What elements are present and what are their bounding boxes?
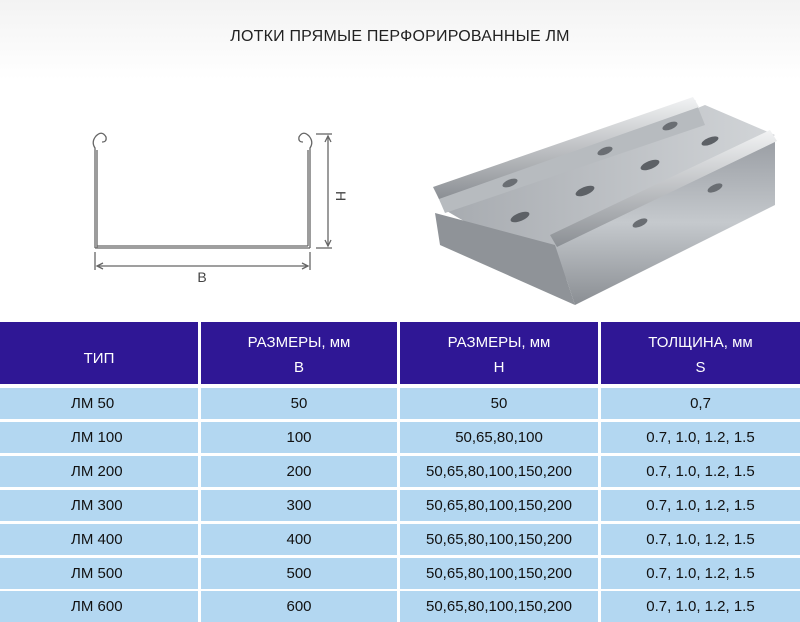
cell-h: 50,65,80,100,150,200 xyxy=(400,456,598,487)
height-dimension-label: H xyxy=(333,190,349,202)
cell-type: ЛМ 100 xyxy=(0,422,198,453)
cell-s: 0,7 xyxy=(601,388,800,419)
table-row xyxy=(0,388,800,419)
table-row xyxy=(0,591,800,622)
cell-b: 400 xyxy=(201,524,397,555)
cell-s: 0.7, 1.0, 1.2, 1.5 xyxy=(601,490,800,521)
cell-s: 0.7, 1.0, 1.2, 1.5 xyxy=(601,558,800,589)
width-dimension-label: B xyxy=(197,269,207,285)
cell-type: ЛМ 500 xyxy=(0,558,198,589)
cell-s: 0.7, 1.0, 1.2, 1.5 xyxy=(601,524,800,555)
cell-b: 50 xyxy=(201,388,397,419)
cell-h: 50,65,80,100 xyxy=(400,422,598,453)
cell-h: 50,65,80,100,150,200 xyxy=(400,524,598,555)
cross-section-drawing xyxy=(70,120,360,290)
cell-b: 300 xyxy=(201,490,397,521)
cell-type: ЛМ 50 xyxy=(0,388,198,419)
table-row xyxy=(0,558,800,589)
header-type: ТИП xyxy=(0,322,198,384)
cell-h: 50,65,80,100,150,200 xyxy=(400,558,598,589)
header-size-h: РАЗМЕРЫ, мм H xyxy=(400,322,598,384)
table-row xyxy=(0,456,800,487)
table-row xyxy=(0,524,800,555)
cable-tray-image xyxy=(425,95,795,310)
table-row xyxy=(0,490,800,521)
cell-type: ЛМ 200 xyxy=(0,456,198,487)
cell-b: 100 xyxy=(201,422,397,453)
cell-s: 0.7, 1.0, 1.2, 1.5 xyxy=(601,591,800,622)
table-row xyxy=(0,422,800,453)
cell-h: 50 xyxy=(400,388,598,419)
cell-h: 50,65,80,100,150,200 xyxy=(400,490,598,521)
cell-s: 0.7, 1.0, 1.2, 1.5 xyxy=(601,456,800,487)
cell-h: 50,65,80,100,150,200 xyxy=(400,591,598,622)
cell-type: ЛМ 600 xyxy=(0,591,198,622)
cell-b: 600 xyxy=(201,591,397,622)
header-size-b: РАЗМЕРЫ, мм B xyxy=(201,322,397,384)
cell-b: 500 xyxy=(201,558,397,589)
cell-type: ЛМ 400 xyxy=(0,524,198,555)
cell-type: ЛМ 300 xyxy=(0,490,198,521)
specifications-table xyxy=(0,322,800,622)
cell-b: 200 xyxy=(201,456,397,487)
page-title: ЛОТКИ ПРЯМЫЕ ПЕРФОРИРОВАННЫЕ ЛМ xyxy=(230,28,570,45)
header-thickness: ТОЛЩИНА, мм S xyxy=(601,322,800,384)
cell-s: 0.7, 1.0, 1.2, 1.5 xyxy=(601,422,800,453)
